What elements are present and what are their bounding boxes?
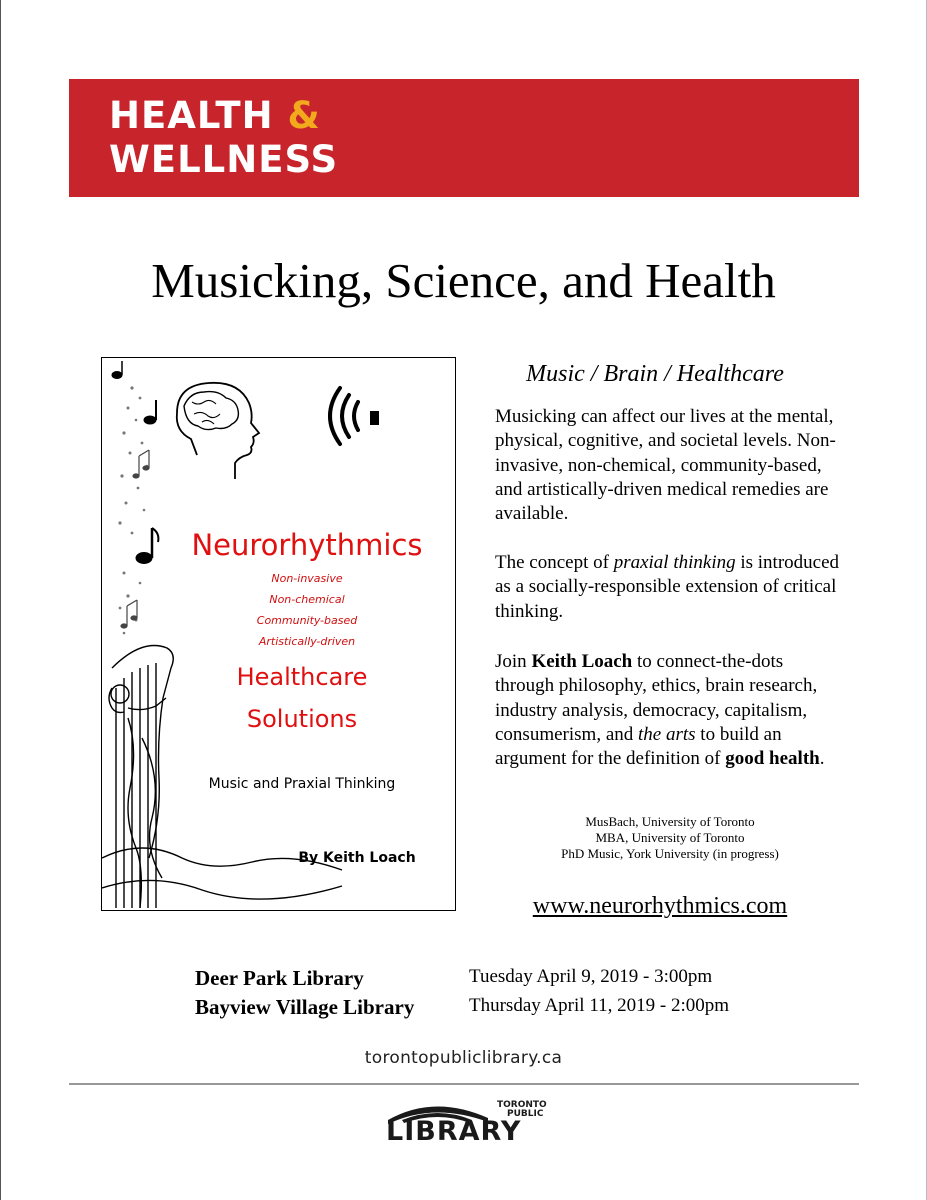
footer-url[interactable]: torontopubliclibrary.ca xyxy=(364,1048,563,1068)
credential-1: MusBach, University of Toronto xyxy=(585,814,755,829)
paragraph-join xyxy=(495,650,845,771)
para2-em: praxial thinking xyxy=(613,552,736,573)
footer-divider xyxy=(69,1083,859,1085)
logo-toronto: TORONTO xyxy=(497,1100,547,1110)
cover-tag-4: Artistically-driven xyxy=(258,635,356,648)
para3-g: . xyxy=(819,748,825,770)
para3-arts: the arts xyxy=(638,723,696,745)
scattered-notes-decoration xyxy=(118,386,148,634)
credential-2: MBA, University of Toronto xyxy=(595,830,745,845)
credential-3: PhD Music, York University (in progress) xyxy=(561,846,779,861)
book-cover xyxy=(101,357,456,911)
event-location-1: Deer Park Library xyxy=(195,966,364,990)
event-datetime-2: Thursday April 11, 2019 - 2:00pm xyxy=(469,995,729,1016)
logo-public: PUBLIC xyxy=(507,1109,544,1119)
brain-head-icon xyxy=(177,383,259,479)
website-link[interactable]: www.neurorhythmics.com xyxy=(532,893,788,919)
credentials xyxy=(480,814,860,862)
para3-speaker: Keith Loach xyxy=(531,651,633,672)
cover-subtitle-1: Healthcare xyxy=(236,663,368,691)
cover-tag-3: Community-based xyxy=(256,614,358,627)
cover-tag-1: Non-invasive xyxy=(271,572,343,585)
paragraph-intro: Musicking can affect our lives at the mental, physical, cognitive, and societal levels. Non-invasive, non-chemical, community-based, and artistically-driven medical remedies are available. xyxy=(495,406,836,525)
para3-e: to build an argument for the definition of xyxy=(495,723,782,770)
sound-source-icon xyxy=(370,411,379,425)
cover-music-line: Music and Praxial Thinking xyxy=(208,776,396,792)
page-border-left xyxy=(0,0,1,1200)
para3-a: Join xyxy=(495,651,532,672)
banner-wellness: WELLNESS xyxy=(109,138,339,181)
para3-c: to connect-the-dots through philosophy, ethics, brain research, industry analysis, democracy, capitalism, consumerism, and xyxy=(495,651,818,745)
health-wellness-banner xyxy=(69,79,859,197)
banner-ampersand: & xyxy=(287,94,321,137)
logo-library: LIBRARY xyxy=(386,1116,522,1147)
cover-author: By Keith Loach xyxy=(298,850,416,866)
section-subtitle: Music / Brain / Healthcare xyxy=(526,361,784,387)
small-notes-icon xyxy=(121,450,149,628)
para2-pre: The concept of xyxy=(495,552,614,573)
cover-title: Neurorhythmics xyxy=(191,528,423,562)
event-location-2: Bayview Village Library xyxy=(195,995,415,1019)
cover-tag-2: Non-chemical xyxy=(269,593,345,606)
page-title: Musicking, Science, and Health xyxy=(151,253,776,308)
music-notes-icon xyxy=(112,361,158,564)
paragraph-praxial xyxy=(495,551,845,624)
event-datetime-1: Tuesday April 9, 2019 - 3:00pm xyxy=(469,966,713,987)
para2-post: is introduced as a socially-responsible extension of critical thinking. xyxy=(495,552,840,622)
banner-line-1 xyxy=(109,96,321,136)
para3-good-health: good health xyxy=(725,748,820,770)
cover-subtitle-2: Solutions xyxy=(246,705,358,733)
banner-health: HEALTH xyxy=(109,94,274,137)
sound-wave-icon xyxy=(330,388,358,444)
